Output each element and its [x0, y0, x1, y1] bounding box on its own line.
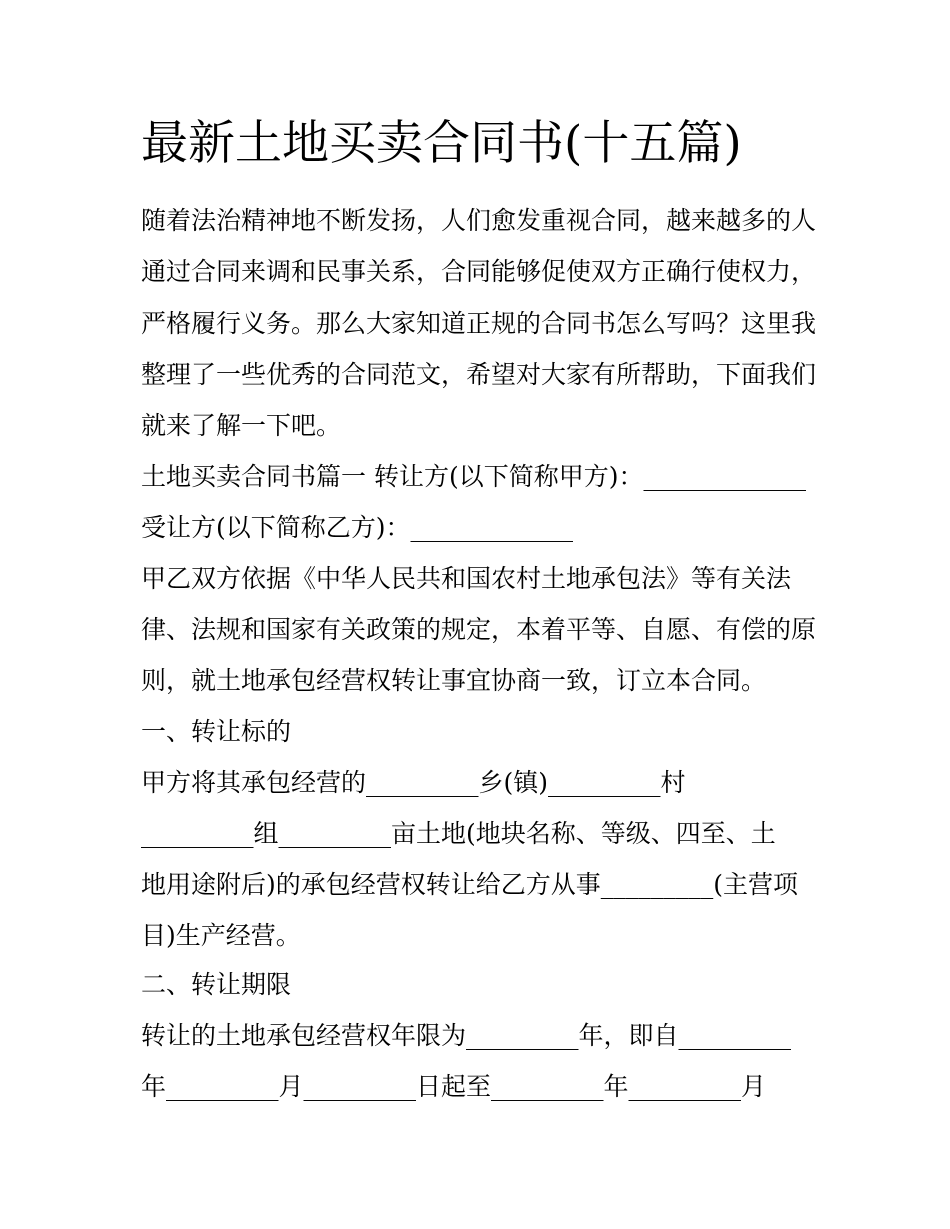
paragraph-line-14: 目)生产经营。 [141, 921, 301, 950]
paragraph-line-2: 通过合同来调和民事关系，合同能够促使双方正确行使权力， [141, 257, 817, 286]
paragraph-line-7: 受让方(以下简称乙方)：_____________ [141, 513, 574, 542]
paragraph-line-9: 律、法规和国家有关政策的规定，本着平等、自愿、有偿的原 [141, 615, 817, 644]
paragraph-line-12: _________组_________亩土地(地块名称、等级、四至、土 [141, 819, 776, 848]
paragraph-line-3: 严格履行义务。那么大家知道正规的合同书怎么写吗？这里我 [141, 309, 817, 338]
paragraph-line-15: 转让的土地承包经营权年限为_________年，即自_________ [141, 1021, 792, 1050]
paragraph-line-6: 土地买卖合同书篇一 转让方(以下简称甲方)：_____________ [141, 462, 806, 491]
section-heading-2: 二、转让期限 [141, 970, 292, 999]
paragraph-line-4: 整理了一些优秀的合同范文，希望对大家有所帮助，下面我们 [141, 360, 817, 389]
paragraph-line-16: 年_________月_________日起至_________年_________月 [141, 1072, 767, 1101]
paragraph-line-5: 就来了解一下吧。 [141, 411, 342, 440]
paragraph-line-8: 甲乙双方依据《中华人民共和国农村土地承包法》等有关法 [141, 564, 792, 593]
paragraph-line-13: 地用途附后)的承包经营权转让给乙方从事_________(主营项 [141, 870, 799, 899]
paragraph-line-11: 甲方将其承包经营的_________乡(镇)_________村 [141, 768, 686, 797]
paragraph-line-10: 则，就土地承包经营权转让事宜协商一致，订立本合同。 [141, 666, 767, 695]
document-title: 最新土地买卖合同书(十五篇) [141, 116, 742, 171]
paragraph-line-1: 随着法治精神地不断发扬，人们愈发重视合同，越来越多的人 [141, 206, 817, 235]
section-heading-1: 一、转让标的 [141, 717, 292, 746]
